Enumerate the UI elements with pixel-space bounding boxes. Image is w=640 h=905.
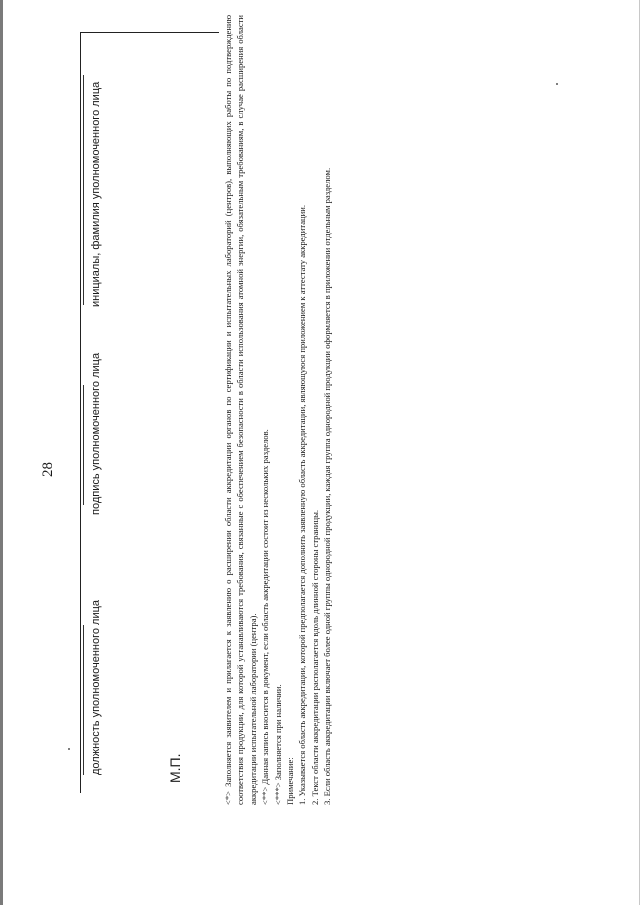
name-caption: инициалы, фамилия уполномоченного лица [90, 81, 102, 307]
scan-speck [556, 83, 558, 85]
remark-item-2: 2. Текст области аккредитации располагается вдоль длинной стороны страницы. [309, 509, 320, 805]
remark-item-3: 3. Если область аккредитации включает более одной группы однородной продукции, каждая группа однородной продукции оформляется в приложении отдельным разделом. [322, 167, 333, 805]
signature-line [83, 385, 84, 505]
remarks-heading: Примечание: [285, 757, 296, 805]
remark-item-1: 1. Указывается область аккредитации, которой предполагается дополнить заявленную область аккредитации, являющуюся приложением к аттестату аккредитации. [297, 205, 308, 805]
signature-caption: подпись уполномоченного лица [90, 352, 102, 515]
position-caption: должность уполномоченного лица [90, 599, 102, 775]
scan-speck [68, 748, 70, 750]
position-signature-line [83, 625, 84, 775]
page-number: 28 [40, 462, 56, 477]
stamp-placeholder-label: М.П. [167, 753, 183, 783]
footnote-2: <**> Данная запись вносится в документ, если область аккредитации состоит из нескольких разделов. [260, 429, 271, 805]
name-signature-line [83, 75, 84, 305]
footnote-1: <*> Заполняется заявителем и прилагается к заявлению о расширении области аккредитации органов по сертификации и испытательных лабораторий (центров), выполняющих работы по подтверждению соответствия продукции, для которой устанавливаются требования, связанные с обеспечением безопасности в области использования атомной энергии, обязательным требованиям, в случае расширения области аккредитации испытательной лаборатории (центра). [223, 15, 258, 805]
footnotes-block [222, 15, 334, 805]
footnote-3: <***> Заполняется при наличии. [272, 684, 283, 805]
